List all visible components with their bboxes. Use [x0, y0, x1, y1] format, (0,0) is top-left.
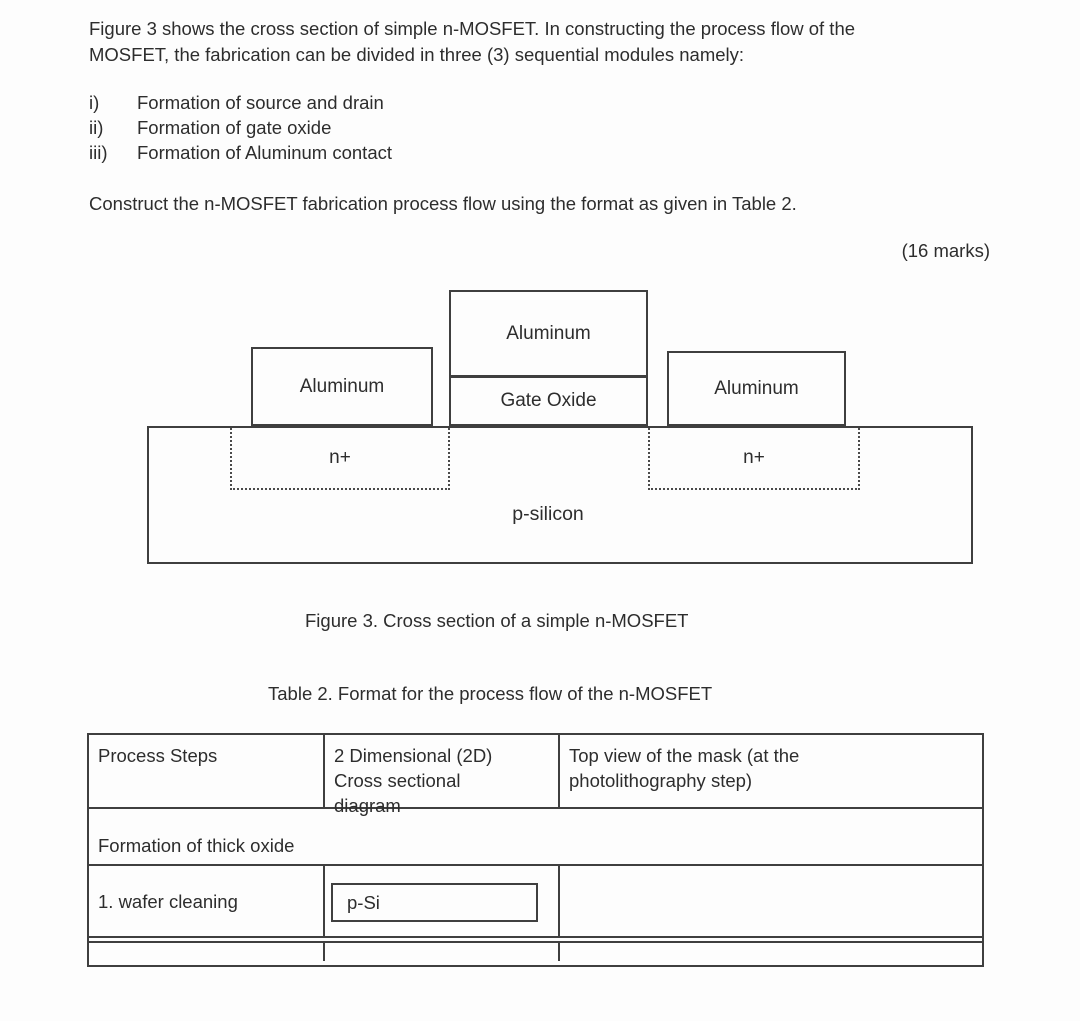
module-text: Formation of gate oxide	[137, 117, 332, 138]
gate-oxide-box	[449, 378, 648, 426]
wafer-cleaning-mask-cell	[560, 866, 982, 936]
gate-oxide-label: Gate Oxide	[500, 390, 597, 411]
module-text: Formation of source and drain	[137, 92, 384, 113]
process-flow-table	[87, 733, 984, 967]
instruction-text: Construct the n-MOSFET fabrication process flow using the format as given in Table 2.	[89, 193, 797, 214]
aluminum-right-label: Aluminum	[714, 377, 799, 399]
row-divider-double-line	[89, 936, 982, 943]
marks-text: (16 marks)	[901, 240, 990, 261]
wafer-cleaning-label: 1. wafer cleaning	[98, 890, 238, 912]
p-si-wafer-box	[331, 883, 538, 922]
header-cell-2d-diagram: 2 Dimensional (2D) Cross sectional diagram	[325, 735, 560, 807]
substrate-label: p-silicon	[512, 503, 584, 525]
thick-oxide-label: Formation of thick oxide	[98, 835, 295, 856]
row-empty	[89, 943, 982, 961]
aluminum-contact-left-box	[251, 347, 433, 426]
table-caption: Table 2. Format for the process flow of the n-MOSFET	[268, 683, 713, 704]
aluminum-gate-contact-box	[449, 290, 648, 378]
aluminum-contact-right-box	[667, 351, 846, 426]
empty-step-cell	[89, 943, 325, 961]
n-plus-left-label: n+	[329, 447, 351, 468]
module-numeral: i)	[89, 92, 100, 113]
p-si-label: p-Si	[347, 892, 380, 913]
row-wafer-cleaning	[89, 866, 982, 936]
header-cell-process-steps: Process Steps	[89, 735, 325, 807]
empty-mask-cell	[560, 943, 982, 961]
table-header-row	[89, 735, 982, 816]
wafer-cleaning-step-cell	[89, 866, 325, 936]
module-numeral: iii)	[89, 142, 108, 163]
aluminum-left-label: Aluminum	[299, 375, 385, 397]
n-plus-right-region	[648, 428, 860, 490]
module-text: Formation of Aluminum contact	[137, 142, 392, 163]
module-numeral: ii)	[89, 117, 104, 138]
figure-caption: Figure 3. Cross section of a simple n-MOSFET	[305, 610, 689, 631]
n-plus-left-region	[230, 428, 450, 490]
row-thick-oxide	[89, 809, 982, 866]
empty-diagram-cell	[325, 943, 560, 961]
wafer-cleaning-diagram-cell	[325, 866, 560, 936]
header-cell-mask-top-view: Top view of the mask (at the photolithography step)	[569, 745, 800, 791]
aluminum-gate-label: Aluminum	[506, 322, 591, 344]
n-plus-right-label: n+	[743, 447, 765, 468]
intro-paragraph: Figure 3 shows the cross section of simple n-MOSFET. In constructing the process flow of the MOSFET, the fabrication can be divided in three (3) sequential modules namely:	[89, 18, 856, 65]
